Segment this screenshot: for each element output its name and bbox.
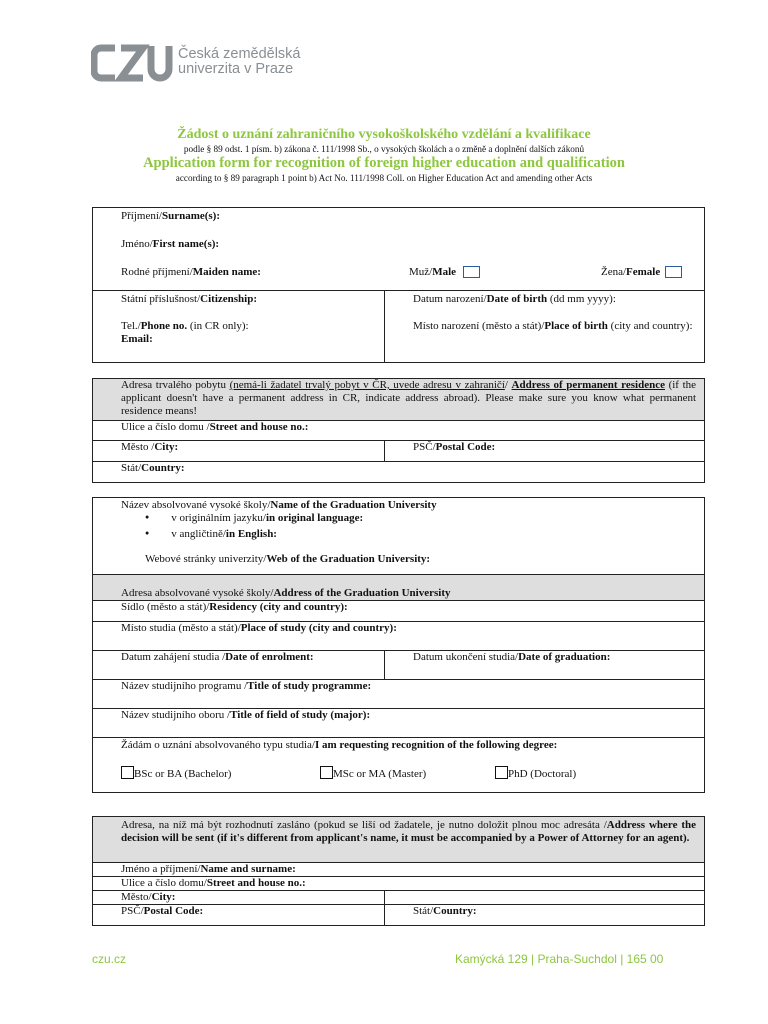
footer-address: Kamýcká 129 | Praha-Suchdol | 165 00: [455, 952, 664, 966]
postal-code-field[interactable]: PSČ/Postal Code:: [385, 441, 705, 462]
original-language-field[interactable]: ● v originálním jazyku/in original language:: [167, 512, 696, 526]
decision-name-field[interactable]: Jméno a příjmení/Name and surname:: [93, 863, 705, 877]
footer-website[interactable]: czu.cz: [92, 952, 127, 966]
citizenship-field[interactable]: Státní příslušnost/Citizenship:: [121, 293, 257, 305]
decision-postal-code-field[interactable]: PSČ/Postal Code:: [93, 905, 385, 926]
personal-info-table: [92, 207, 705, 363]
degree-bachelor-option[interactable]: BSc or BA (Bachelor): [121, 766, 231, 781]
doctoral-checkbox[interactable]: [495, 766, 508, 779]
first-name-field[interactable]: Jméno/First name(s):: [121, 238, 220, 250]
female-checkbox[interactable]: [665, 266, 682, 278]
degree-doctoral-option[interactable]: PhD (Doctoral): [495, 766, 576, 781]
residency-field[interactable]: Sídlo (město a stát)/Residency (city and country):: [93, 601, 705, 622]
title-en: Application form for recognition of foreign higher education and qualification: [143, 155, 625, 171]
decision-address-header: Adresa, na níž má být rozhodnutí zasláno (pokud se liší od žadatele, je nutno doložit plnou moc adresáta /Address where the decision will be sent (if it's different from applicant's name, it must be accompanied by a Power of Attorney for an agent).: [93, 817, 705, 863]
university-name: Česká zemědělská univerzita v Praze: [178, 46, 301, 77]
permanent-address-table: [92, 378, 705, 483]
phone-field[interactable]: Tel./Phone no. (in CR only):: [121, 320, 249, 332]
university-website-field[interactable]: Webové stránky univerzity/Web of the Graduation University:: [145, 553, 431, 565]
email-field[interactable]: Email:: [121, 333, 153, 345]
title-cz: Žádost o uznání zahraničního vysokoškolského vzdělání a kvalifikace: [177, 127, 591, 142]
university-name-label: Název absolvované vysoké školy/Name of the Graduation University: [121, 499, 437, 511]
master-checkbox[interactable]: [320, 766, 333, 779]
study-programme-field[interactable]: Název studijního programu /Title of study programme:: [93, 680, 705, 709]
male-option: Muž/Male: [409, 266, 480, 279]
english-name-field[interactable]: ● v angličtině/in English:: [167, 528, 696, 542]
female-option: Žena/Female: [601, 266, 682, 279]
bachelor-checkbox[interactable]: [121, 766, 134, 779]
enrolment-date-field[interactable]: Datum zahájení studia /Date of enrolment:: [93, 651, 385, 680]
permanent-address-header: Adresa trvalého pobytu (nemá-li žadatel trvalý pobyt v ČR, uvede adresu v zahraničí/ Address of permanent residence (if the applicant doesn't have a permanent address in CR, indicate address abroad). Please make sure you know what permanent residence means!: [93, 379, 705, 421]
university-address-header: Adresa absolvované vysoké školy/Address of the Graduation University: [93, 575, 705, 601]
subtitle-en: according to § 89 paragraph 1 point b) Act No. 111/1998 Coll. on Higher Education Act and amending other Acts: [175, 173, 593, 183]
decision-city-field[interactable]: Město/City:: [93, 891, 385, 905]
street-field[interactable]: Ulice a číslo domu /Street and house no.:: [93, 421, 705, 441]
decision-street-field[interactable]: Ulice a číslo domu/Street and house no.:: [93, 877, 705, 891]
country-field[interactable]: Stát/Country:: [93, 462, 705, 483]
graduation-date-field[interactable]: Datum ukončení studia/Date of graduation:: [385, 651, 705, 680]
maiden-name-field[interactable]: Rodné příjmení/Maiden name:: [121, 266, 261, 278]
date-of-birth-field[interactable]: Datum narození/Date of birth (dd mm yyyy):: [413, 293, 616, 305]
surname-field[interactable]: Příjmení/Surname(s):: [121, 210, 221, 222]
form-titles: [92, 127, 676, 184]
city-field[interactable]: Město /City:: [93, 441, 385, 462]
decision-address-table: [92, 816, 705, 926]
decision-country-field[interactable]: Stát/Country:: [385, 905, 705, 926]
decision-city-extra[interactable]: [385, 891, 705, 905]
place-of-study-field[interactable]: Místo studia (město a stát)/Place of study (city and country):: [93, 622, 705, 651]
degree-master-option[interactable]: MSc or MA (Master): [320, 766, 426, 781]
male-checkbox[interactable]: [463, 266, 480, 278]
field-of-study-field[interactable]: Název studijního oboru /Title of field of study (major):: [93, 709, 705, 738]
subtitle-cz: podle § 89 odst. 1 písm. b) zákona č. 111/1998 Sb., o vysokých školách a o změně a doplnění dalších zákonů: [183, 144, 585, 154]
place-of-birth-field[interactable]: Místo narození (město a stát)/Place of birth (city and country):: [413, 320, 693, 332]
degree-request-label: Žádám o uznání absolvovaného typu studia/I am requesting recognition of the following degree:: [121, 739, 558, 751]
university-table: [92, 497, 705, 793]
